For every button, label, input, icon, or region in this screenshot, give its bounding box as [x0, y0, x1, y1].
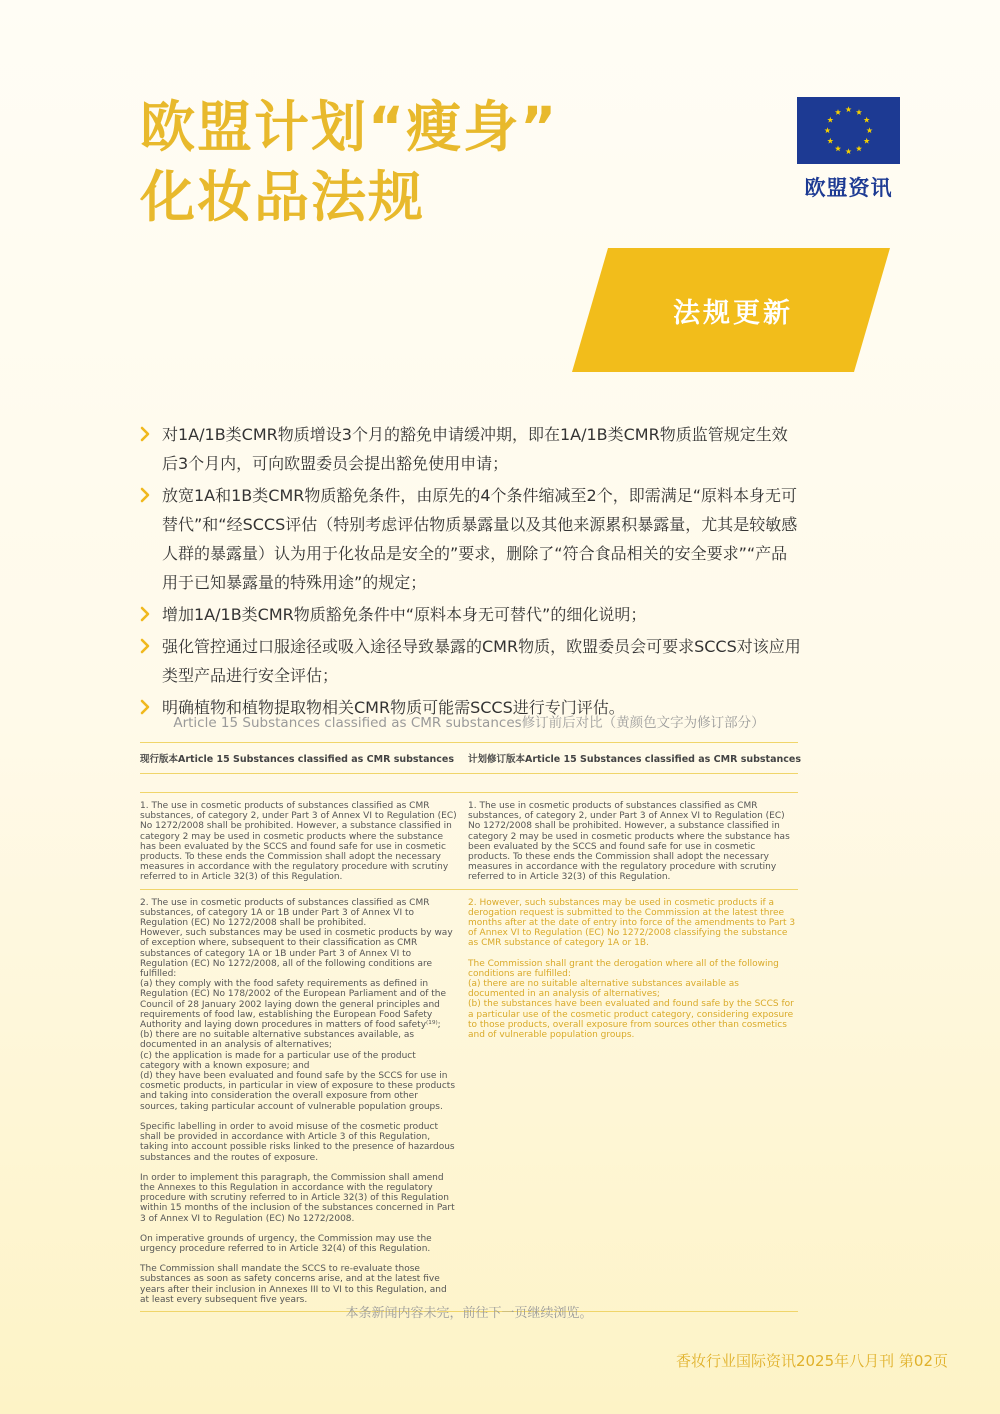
- list-item: [138, 481, 803, 597]
- table-caption: Article 15 Substances classified as CMR substances修订前后对比（黄颜色文字为修订部分）: [173, 715, 765, 731]
- regulation-update-banner: [572, 248, 890, 372]
- continue-note: 本条新闻内容未完，前往下一页继续浏览。: [345, 1306, 593, 1321]
- chevron-right-icon: [138, 487, 152, 503]
- title-line-2: 化妆品法规: [140, 165, 426, 229]
- page-footer: 香妆行业国际资讯2025年八月刊 第02页: [675, 1352, 948, 1370]
- chevron-right-icon: [138, 638, 152, 654]
- cell-text: The Commission shall grant the derogation where all of the following conditions are fulfilled: (a) there are no suitable alternative substances available as documented in an analysis of alternatives; (b) the substances have been evaluated and found safe by the SCCS for a particular use of the cosmetic product category, considering exposure to those products, overall exposure from sources other than cosmetics and of vulnerable population groups.: [468, 958, 794, 1041]
- page-title: [140, 92, 558, 232]
- cell-current-para-1: [140, 793, 468, 889]
- cell-text: The Commission shall mandate the SCCS to re-evaluate those substances as soon as safety concerns arise, and at the latest five years after their inclusion in Annexes III to VI to this Regulation, and at least every subsequent five years.: [140, 1264, 447, 1305]
- cell-text: Specific labelling in order to avoid misuse of the cosmetic product shall be provided in accordance with Article 3 of this Regulation, taking into account possible risks linked to the presence of hazardous substances and the routes of exposure.: [140, 1121, 455, 1163]
- eu-news-badge: [797, 97, 900, 202]
- cell-planned-para-2-revised: [468, 890, 798, 1311]
- cell-text: In order to implement this paragraph, the Commission shall amend the Annexes to this Regulation in accordance with the regulatory procedure with scrutiny referred to in Article 32(3) of this Regulation within 15 months of the inclusion of the substances concerned in Part 3 of Annex VI to Regulation (EC) No 1272/2008.: [140, 1172, 455, 1224]
- list-item-text: 明确植物和植物提取物相关CMR物质可能需SCCS进行专门评估。: [162, 698, 625, 717]
- cell-text: 2. However, such substances may be used in cosmetic products if a derogation request is submitted to the Commission at the latest three months after at the date of entry into force of the amendments to Part 3 of Annex VI to Regulation (EC) No 1272/2008 classifying the substance as CMR substance of category 1A or 1B.: [468, 897, 796, 949]
- list-item-text: 增加1A/1B类CMR物质豁免条件中“原料本身无可替代”的细化说明；: [162, 605, 647, 624]
- comparison-table: [140, 742, 802, 1312]
- table-row: [140, 793, 798, 890]
- banner-label: 法规更新: [673, 297, 793, 329]
- cell-text: On imperative grounds of urgency, the Commission may use the urgency procedure referred to in Article 32(4) of this Regulation.: [140, 1233, 432, 1254]
- cell-current-para-2: [140, 890, 468, 1311]
- chevron-right-icon: [138, 426, 152, 442]
- chevron-right-icon: [138, 606, 152, 622]
- cell-text: 1. The use in cosmetic products of substances classified as CMR substances, of category 2, under Part 3 of Annex VI to Regulation (EC) No 1272/2008 shall be prohibited. However, a substance classified in category 2 may be used in cosmetic products where the substance has been evaluated by the SCCS and found safe for use in cosmetic products. To these ends the Commission shall adopt the necessary measures in accordance with the regulatory procedure with scrutiny referred to in Article 32(3) of this Regulation.: [140, 801, 457, 883]
- list-item-text: 放宽1A和1B类CMR物质豁免条件，由原先的4个条件缩减至2个，即需满足“原料本身无可替代”和“经SCCS评估（特别考虑评估物质暴露量以及其他来源累积暴露量，尤其是较敏感人群的暴露量）认为用于化妆品是安全的”要求，删除了“符合食品相关的安全要求”“产品用于已知暴露量的特殊用途”的规定；: [162, 486, 798, 592]
- title-line-1: 欧盟计划“瘦身”: [140, 95, 559, 159]
- table-spacer: [140, 774, 798, 793]
- table-header: [140, 742, 802, 774]
- header-current-version: 现行版本Article 15 Substances classified as CMR substances: [140, 754, 455, 765]
- list-item: [138, 420, 803, 478]
- cell-text: 1. The use in cosmetic products of substances classified as CMR substances, of category 2, under Part 3 of Annex VI to Regulation (EC) No 1272/2008 shall be prohibited. However, a substance classified in category 2 may be used in cosmetic products where the substance has been evaluated by the SCCS and found safe for use in cosmetic products. To these ends the Commission shall adopt the necessary measures in accordance with the regulatory procedure with scrutiny referred to in Article 32(3) of this Regulation.: [468, 801, 790, 883]
- list-item-text: 强化管控通过口服途径或吸入途径导致暴露的CMR物质，欧盟委员会可要求SCCS对该应用类型产品进行安全评估；: [162, 637, 801, 685]
- eu-flag-icon: [797, 97, 900, 164]
- list-item-text: 对1A/1B类CMR物质增设3个月的豁免申请缓冲期，即在1A/1B类CMR物质监管规定生效后3个月内，可向欧盟委员会提出豁免使用申请；: [162, 425, 788, 473]
- key-points-list: [138, 420, 803, 725]
- cell-planned-para-1: [468, 793, 798, 889]
- cell-text: 2. The use in cosmetic products of substances classified as CMR substances, of category 1A or 1B under Part 3 of Annex VI to Regulation (EC) No 1272/2008 shall be prohibited. However, such substances may be used in cosmetic products by way of exception where, subsequent to their classification as CMR substances of category 1A or 1B under Part 3 of Annex VI to Regulation (EC) No 1272/2008, all of the following conditions are fulfilled: (a) they comply with the food safety requirements as defined in Regulation (EC) No 178/2002 of the European Parliament and of the Council of 28 January 2002 laying down the general principles and requirements of food law, establishing the European Food Safety Authority and laying down procedures in matters of food safety⁽¹⁹⁾; (b) there are no suitable alternative substances available, as documented in an analysis of alternatives; (c) the application is made for a particular use of the product category with a known exposure; and (d) they have been evaluated and found safe by the SCCS for use in cosmetic products, in particular in view of exposure to these products and taking into consideration the overall exposure from other sources, taking particular account of vulnerable population groups.: [140, 897, 456, 1112]
- list-item: [138, 632, 803, 690]
- table-row: [140, 890, 798, 1312]
- list-item: [138, 600, 803, 629]
- header-planned-version: 计划修订版本Article 15 Substances classified as CMR substances: [468, 754, 802, 765]
- eu-news-label: 欧盟资讯: [804, 176, 893, 200]
